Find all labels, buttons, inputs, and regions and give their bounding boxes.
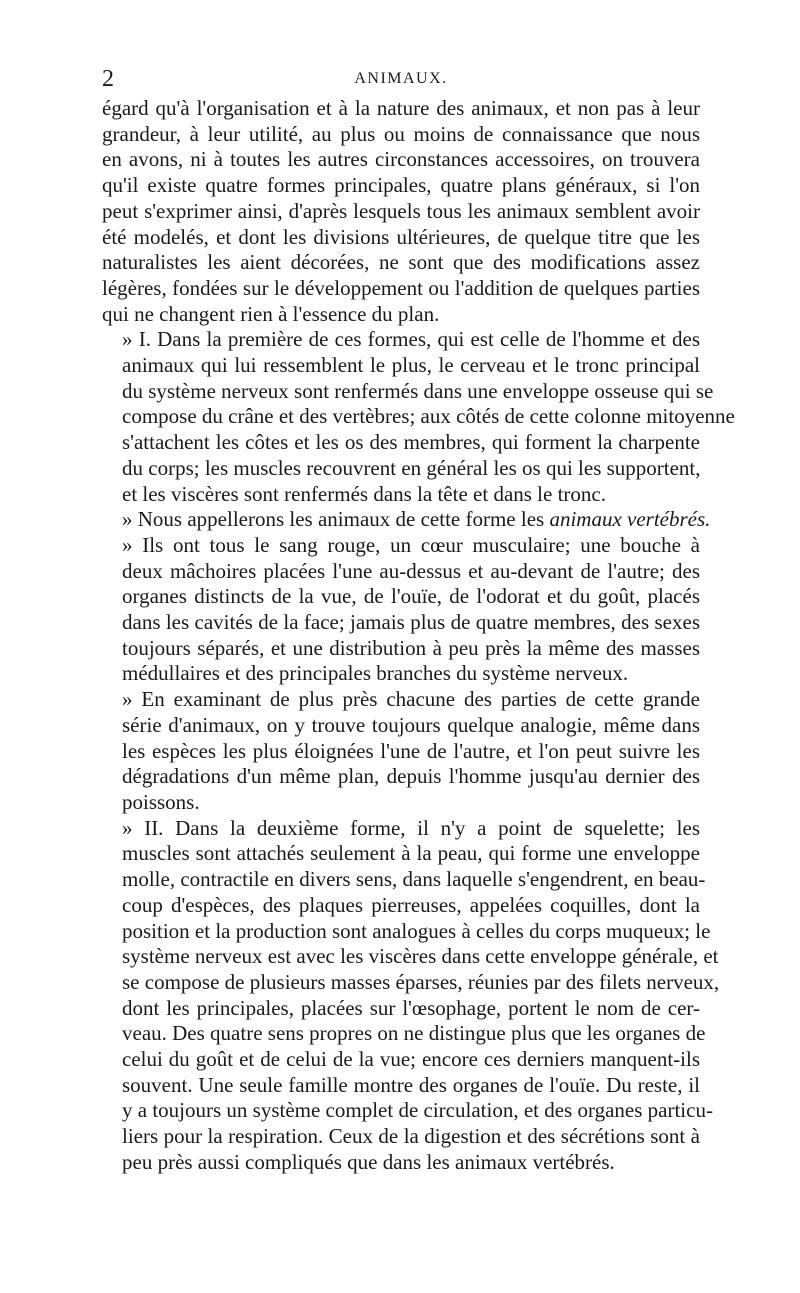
text-line: se compose de plusieurs masses éparses, réunies par des filets nerveux,	[122, 969, 720, 994]
text-line: muscles sont attachés seulement à la peau, qui forme une enveloppe	[122, 841, 700, 866]
text-line: peut s'exprimer ainsi, d'après lesquels tous les animaux semblent avoir	[102, 198, 700, 223]
text-line: médullaires et des principales branches du système nerveux.	[122, 661, 629, 686]
emphasized-term: animaux vertébrés.	[549, 507, 711, 532]
text-line: coup d'espèces, des plaques pierreuses, appelées coquilles, dont la	[122, 892, 700, 917]
paragraph-vertebrates-description	[102, 327, 735, 507]
paragraph-vertebrates-naming	[102, 507, 711, 533]
text-line: liers pour la respiration. Ceux de la digestion et des sécrétions sont à	[122, 1124, 700, 1149]
paragraph-second-form	[102, 815, 720, 1176]
text-line: série d'animaux, on y trouve toujours quelque analogie, même dans	[122, 712, 700, 737]
text-line: égard qu'à l'organisation et à la nature des animaux, et non pas à leur	[102, 96, 700, 120]
text-line: organes distincts de la vue, de l'ouïe, de l'odorat et du goût, placés	[122, 584, 700, 609]
text-line: » II. Dans la deuxième forme, il n'y a point de squelette; les	[122, 815, 700, 840]
text-line: compose du crâne et des vertèbres; aux côtés de cette colonne mitoyenne	[122, 404, 735, 429]
text-line: système nerveux est avec les viscères dans cette enveloppe générale, et	[122, 944, 719, 969]
paragraph-vertebrates-series	[102, 687, 700, 816]
text-line	[102, 507, 711, 533]
text-line: naturalistes les aient décorées, ne sont que des modifications assez	[102, 250, 700, 275]
text-line: les espèces les plus éloignées l'une de l'autre, et l'on peut suivre les	[122, 738, 700, 763]
text-line: en avons, ni à toutes les autres circonstances accessoires, on trouvera	[102, 147, 700, 172]
text-line: toujours séparés, et une distribution à peu près la même des masses	[122, 635, 700, 660]
text-line: » Ils ont tous le sang rouge, un cœur musculaire; une bouche à	[122, 532, 700, 557]
text-line: dont les principales, placées sur l'œsophage, portent le nom de cer-	[122, 995, 700, 1020]
text-line: » I. Dans la première de ces formes, qui est celle de l'homme et des	[122, 327, 700, 352]
text-line: veau. Des quatre sens propres on ne distingue plus que les organes de	[122, 1021, 706, 1046]
text-line: celui du goût et de celui de la vue; encore ces derniers manquent-ils	[122, 1047, 700, 1072]
paragraph-intro	[102, 96, 700, 327]
text-line: grandeur, à leur utilité, au plus ou moins de connaissance que nous	[102, 121, 700, 146]
text-line: poissons.	[122, 789, 200, 814]
body-text	[102, 96, 735, 1176]
text-line: légères, fondées sur le développement ou l'addition de quelques parties	[102, 275, 700, 300]
text-run: » Nous appellerons les animaux de cette forme les	[122, 507, 550, 532]
text-line: animaux qui lui ressemblent le plus, le cerveau et le tronc principal	[122, 353, 700, 378]
page-number: 2	[102, 66, 114, 92]
text-line: été modelés, et dont les divisions ultérieures, de quelque titre que les	[102, 224, 700, 249]
text-line: deux mâchoires placées l'une au-dessus et au-devant de l'autre; des	[122, 558, 700, 583]
text-line: dégradations d'un même plan, depuis l'homme jusqu'au dernier des	[122, 764, 700, 789]
text-line: du système nerveux sont renfermés dans une enveloppe osseuse qui se	[122, 378, 714, 403]
text-line: souvent. Une seule famille montre des organes de l'ouïe. Du reste, il	[122, 1072, 700, 1097]
text-line: du corps; les muscles recouvrent en général les os qui les supportent,	[122, 455, 701, 480]
text-line: » En examinant de plus près chacune des parties de cette grande	[122, 687, 700, 712]
text-line: molle, contractile en divers sens, dans laquelle s'engendrent, en beau-	[122, 867, 706, 892]
text-line: position et la production sont analogues à celles du corps muqueux; le	[122, 918, 711, 943]
page-header	[102, 66, 700, 94]
text-line: peu près aussi compliqués que dans les animaux vertébrés.	[122, 1149, 615, 1174]
text-line: et les viscères sont renfermés dans la tête et dans le tronc.	[122, 481, 606, 506]
text-line: qu'il existe quatre formes principales, quatre plans généraux, si l'on	[102, 173, 700, 198]
paragraph-vertebrates-traits	[102, 533, 700, 687]
running-head: ANIMAUX.	[354, 70, 448, 87]
text-line: qui ne changent rien à l'essence du plan.	[102, 301, 440, 326]
text-line: y a toujours un système complet de circulation, et des organes particu-	[122, 1098, 713, 1123]
text-line: dans les cavités de la face; jamais plus de quatre membres, des sexes	[122, 610, 700, 635]
text-line: s'attachent les côtes et les os des membres, qui forment la charpente	[122, 430, 700, 455]
